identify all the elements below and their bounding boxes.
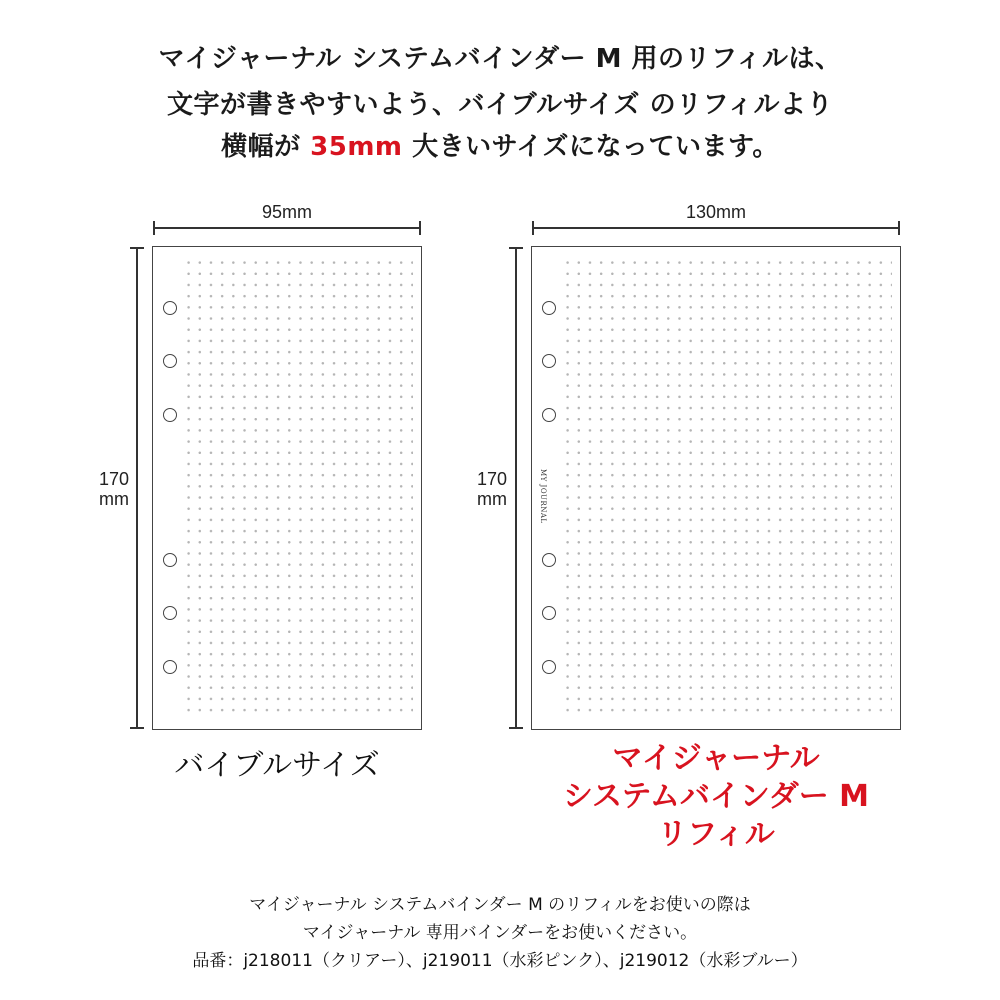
- width-difference-highlight: 35mm: [310, 132, 403, 162]
- system-binder-m-caption: [531, 740, 901, 854]
- bible-size-caption: バイブルサイズ: [174, 748, 380, 783]
- binder-hole-icon: [542, 606, 556, 620]
- system-binder-m-refill-sheet: [531, 246, 901, 730]
- intro-line-2: 文字が書きやすいよう、バイブルサイズ のリフィルより: [166, 90, 834, 120]
- right-width-label: 130mm: [685, 202, 747, 222]
- left-width-dimension-line: [153, 227, 421, 229]
- binder-hole-icon: [163, 553, 177, 567]
- right-height-dimension-line: [515, 247, 517, 729]
- intro-line-3-post: 大きいサイズになっています。: [402, 132, 779, 162]
- binder-hole-icon: [163, 301, 177, 315]
- right-width-dimension-line: [532, 227, 900, 229]
- left-height-dimension-line: [136, 247, 138, 729]
- binder-hole-icon: [163, 606, 177, 620]
- right-height-value: 170: [476, 469, 508, 489]
- dot-grid: [183, 257, 413, 719]
- binder-hole-icon: [163, 660, 177, 674]
- bible-size-refill-sheet: [152, 246, 422, 730]
- caption-line-3: リフィル: [657, 817, 775, 852]
- binder-hole-icon: [542, 354, 556, 368]
- binder-hole-icon: [163, 408, 177, 422]
- left-height-label: [92, 467, 136, 511]
- left-height-unit: mm: [99, 489, 129, 509]
- binder-hole-icon: [163, 354, 177, 368]
- caption-line-1: マイジャーナル: [612, 741, 820, 776]
- caption-line-2: システムバインダー M: [562, 779, 870, 814]
- product-codes: 品番：j218011（クリアー）、j219011（水彩ピンク）、j219012（水彩ブルー）: [192, 951, 808, 971]
- right-height-label: [470, 467, 514, 511]
- intro-line-1: マイジャーナル システムバインダー M 用のリフィルは、: [158, 44, 842, 74]
- intro-line-3: [0, 126, 1000, 163]
- binder-hole-icon: [542, 301, 556, 315]
- left-width-label: 95mm: [261, 202, 312, 222]
- note-line-2: マイジャーナル 専用バインダーをお使いください。: [302, 923, 698, 943]
- binder-hole-icon: [542, 660, 556, 674]
- my-journal-logo: MY JOURNAL: [539, 469, 547, 524]
- binder-hole-icon: [542, 408, 556, 422]
- note-line-1: マイジャーナル システムバインダー M のリフィルをお使いの際は: [249, 895, 751, 915]
- binder-hole-icon: [542, 553, 556, 567]
- left-height-value: 170: [98, 469, 130, 489]
- intro-line-3-pre: 横幅が: [221, 132, 311, 162]
- right-height-unit: mm: [477, 489, 507, 509]
- dot-grid: [562, 257, 892, 719]
